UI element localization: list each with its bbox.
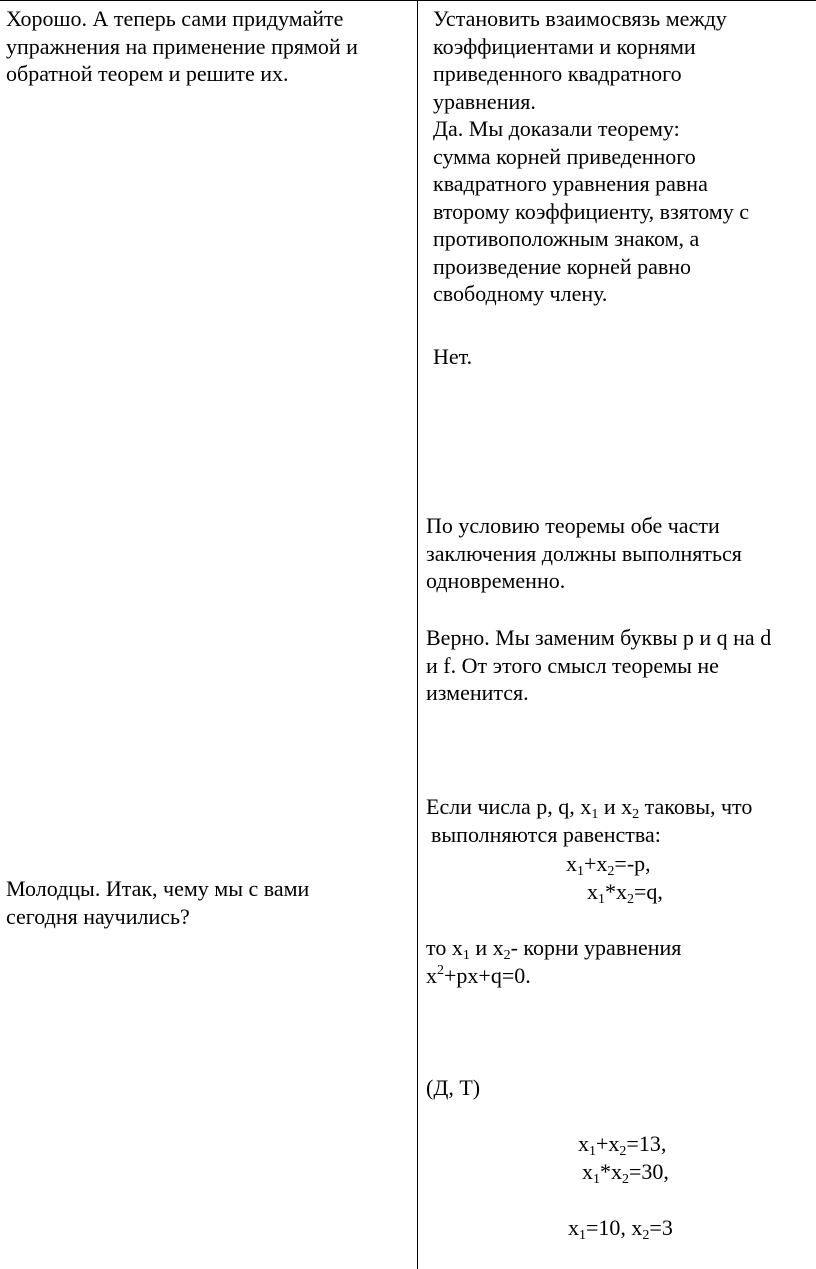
text-line: Верно. Мы заменим буквы p и q на d: [426, 625, 772, 650]
text-line: приведенного квадратного: [433, 61, 682, 86]
teacher-intro: [6, 5, 358, 88]
student-theorem: [433, 115, 749, 308]
text-line: произведение корней равно: [433, 253, 692, 279]
text-line: коэффициентами и корнями: [433, 33, 696, 59]
text-line: уравнения.: [433, 88, 536, 114]
text-line: По условию теоремы обе части: [426, 513, 720, 538]
student-condition: [426, 512, 742, 595]
text-line: квадратного уравнения равна: [433, 171, 708, 196]
table-top-border: [0, 0, 816, 1]
converse-product-equation: $x_1*x_2=q$,: [587, 879, 663, 907]
example-sum: $x_1+x_2=13$,: [578, 1131, 667, 1159]
text-line: обратной теорем и решите их.: [6, 61, 289, 86]
column-divider: [417, 0, 418, 1269]
student-answer-no: [433, 343, 472, 371]
text-line: Установить взаимосвязь между: [433, 6, 727, 31]
text-line: упражнения на применение прямой и: [6, 33, 358, 59]
text-line: сегодня научились?: [6, 903, 190, 929]
teacher-summary: [6, 875, 309, 930]
text-line: противоположным знаком, а: [433, 226, 700, 251]
student-correct: [426, 624, 771, 707]
student-goal: [433, 5, 727, 115]
converse-conclusion-equation: $x^2+px+q=0$.: [426, 963, 531, 988]
text-line: сумма корней приведенного: [433, 143, 696, 169]
example-roots: $x_1=10$, $x_2=3$: [568, 1215, 673, 1243]
example-letters: (Д, Т): [426, 1075, 481, 1100]
text-line: Хорошо. А теперь сами придумайте: [6, 6, 344, 31]
converse-line-1: Если числа p, q, $x_1$ и $x_2$ таковы, что: [426, 794, 753, 822]
text-line: Нет.: [433, 344, 473, 369]
text-line: второму коэффициенту, взятому с: [433, 198, 749, 224]
example-product: $x_1*x_2=30$,: [582, 1159, 669, 1187]
converse-conclusion-1: то $x_1$ и $x_2-$ корни уравнения: [426, 935, 682, 963]
text-line: заключения должны выполняться: [426, 540, 742, 566]
text-line: одновременно.: [426, 568, 566, 593]
text-line: Да. Мы доказали теорему:: [433, 116, 680, 141]
text-line: Молодцы. Итак, чему мы с вами: [6, 876, 310, 901]
converse-line-2: выполняются равенства:: [431, 822, 661, 847]
text-line: изменится.: [426, 680, 529, 705]
text-line: свободному члену.: [433, 281, 608, 306]
text-line: и f. От этого смысл теоремы не: [426, 652, 719, 678]
converse-sum-equation: $x_1+x_2=-p$,: [566, 851, 651, 879]
